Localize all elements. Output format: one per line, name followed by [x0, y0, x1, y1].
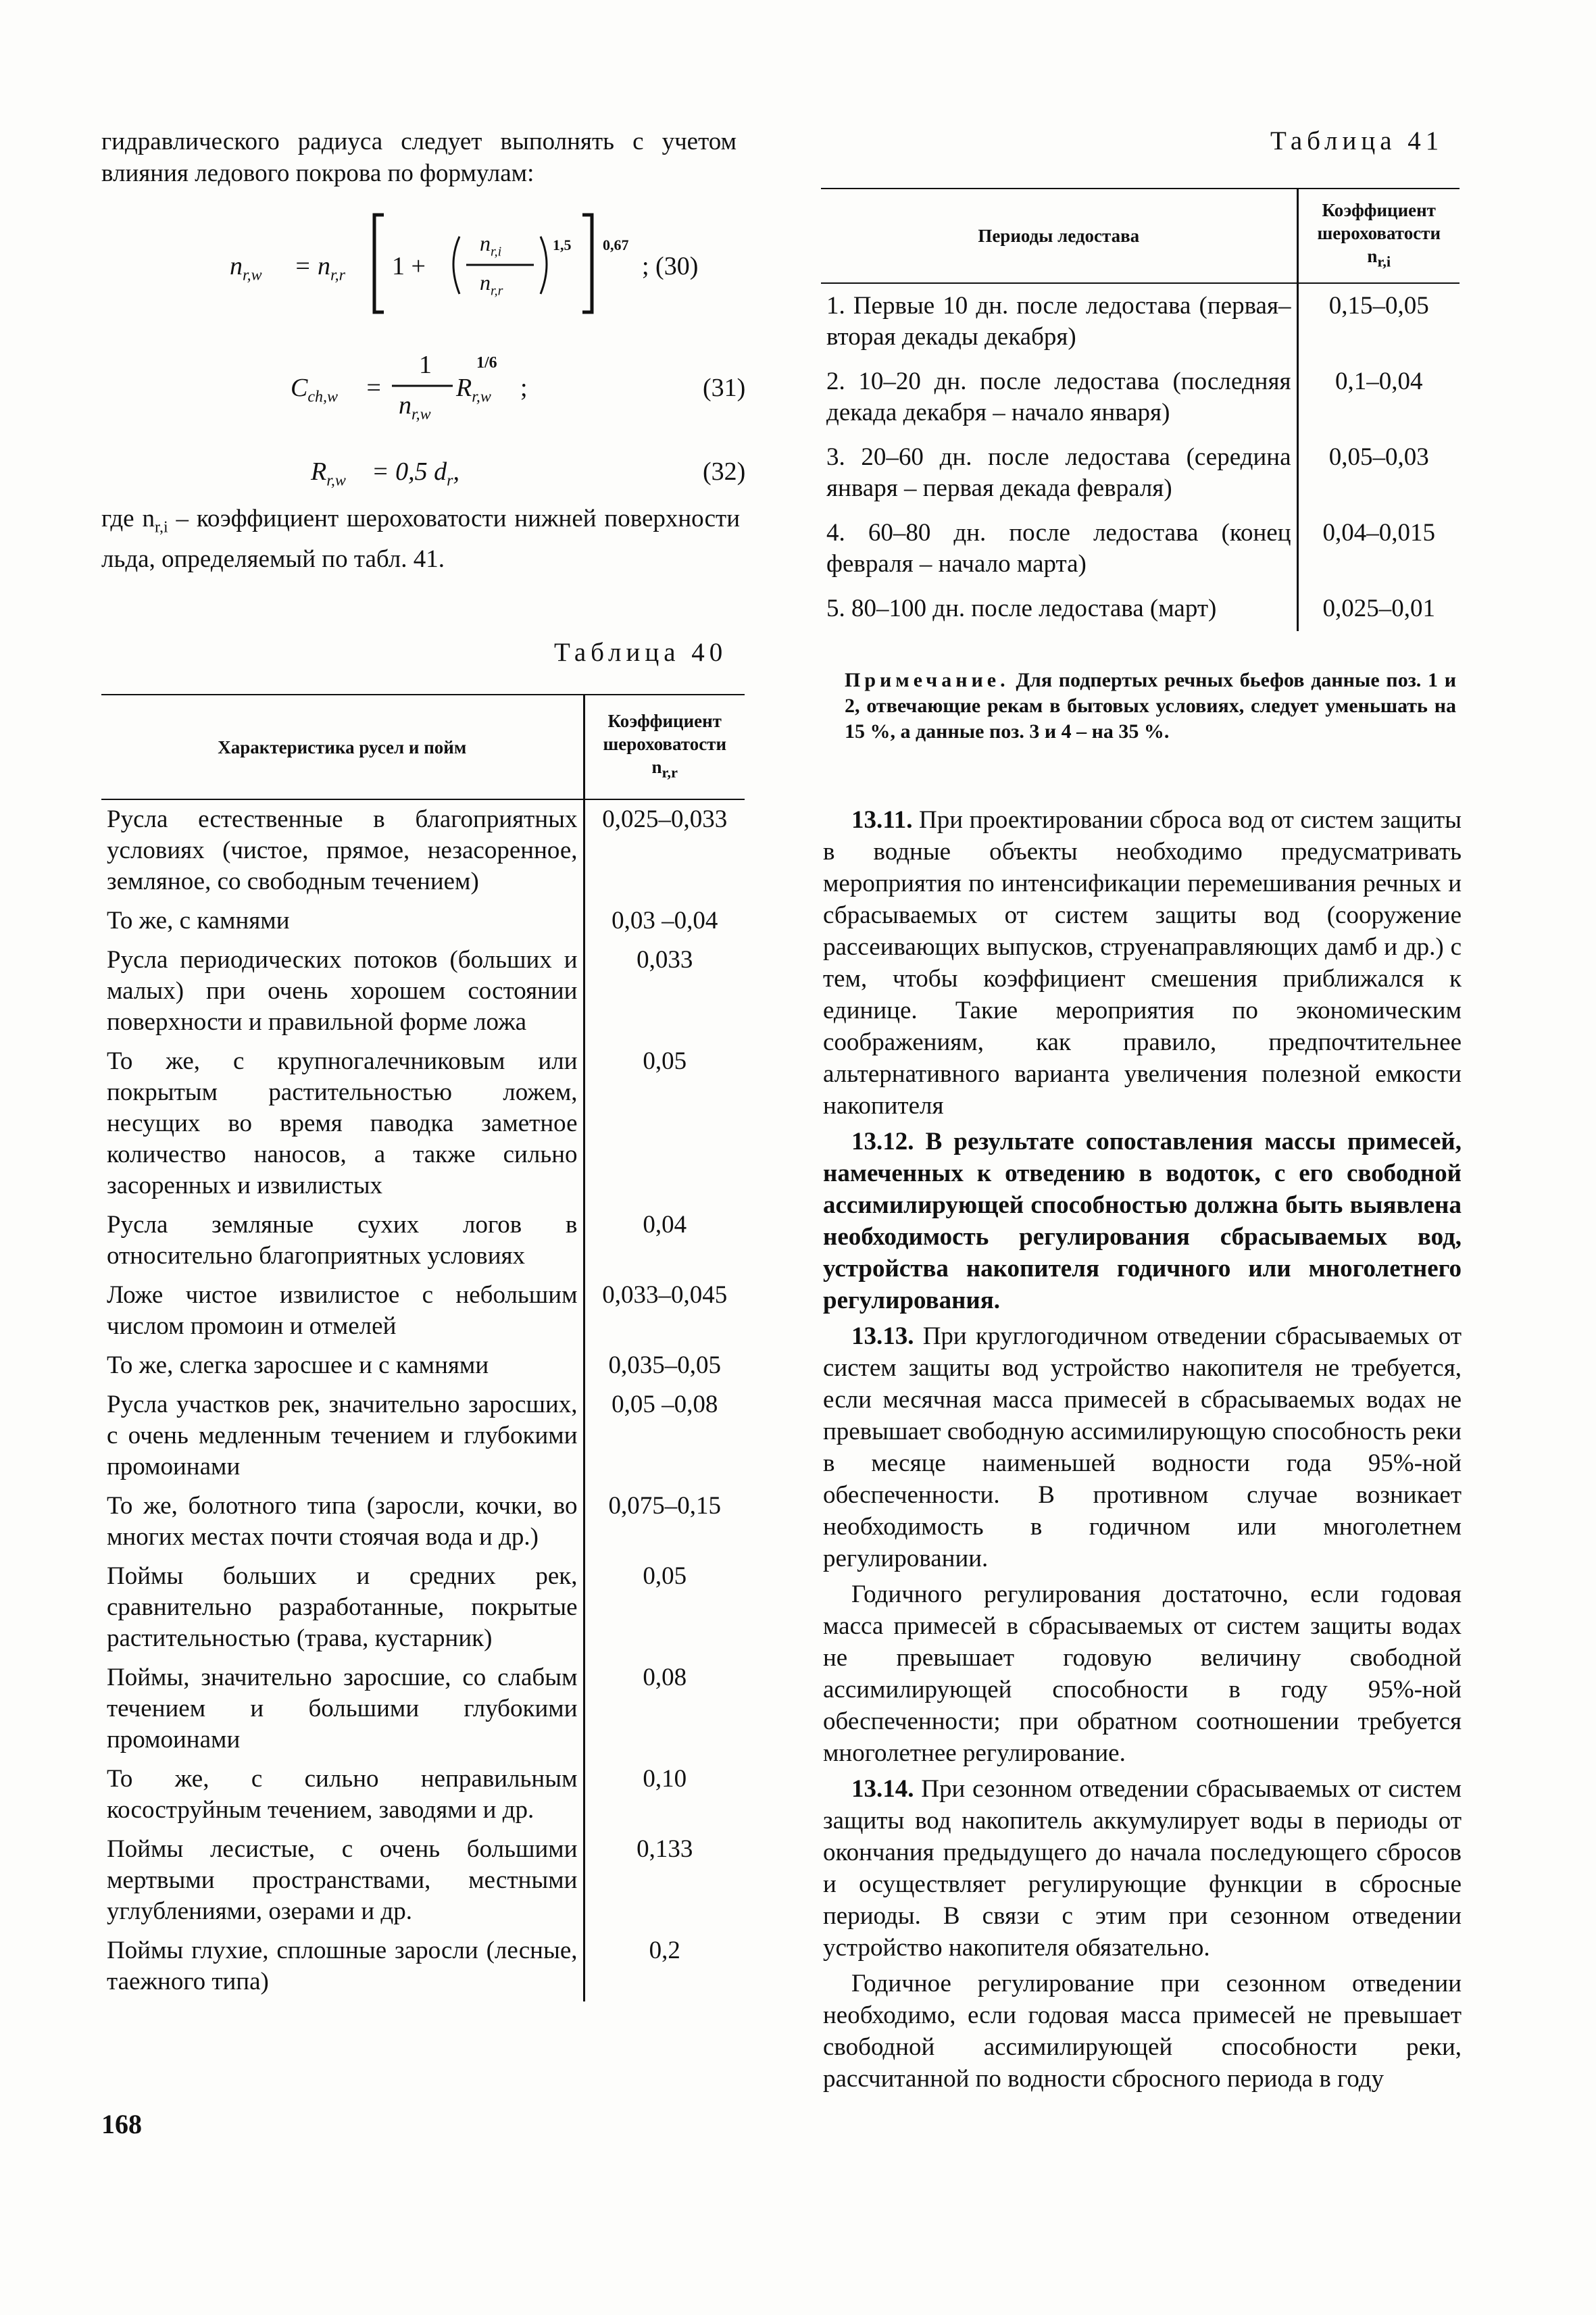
clause-number: 13.11.: [851, 806, 913, 834]
body-paragraph: [823, 804, 1462, 1122]
table41-caption: Таблица 41: [1270, 126, 1444, 155]
row-label: Русла земляные сухих логов в относительно благоприятных условиях: [107, 1211, 578, 1270]
row-label: 4. 60–80 дн. после ледостава (конец февраля – начало марта): [826, 519, 1291, 578]
row-value: 0,05 –0,08: [584, 1385, 745, 1487]
table-row: [101, 941, 745, 1042]
table-row: [101, 1042, 745, 1205]
row-label: То же, с крупногалечниковым или покрытым растительностью ложем, несущих во время паводка заметное количество наносов, а также сильно засоренных и извилистых: [107, 1047, 578, 1199]
row-value: 0,075–0,15: [584, 1487, 745, 1557]
row-label: 1. Первые 10 дн. после ледостава (первая–вторая декады декабря): [826, 292, 1291, 351]
paragraph-text: При проектировании сброса вод от систем защиты в водные объекты необходимо предусматривать мероприятия по интенсификации перемешивания речных и сбрасываемых от систем защиты вод (сооружение рассеивающих выпусков, струенаправляющих дамб и др.) с тем, чтобы коэффициент смешения приближался к единице. Такие мероприятия по экономическим соображениям, как правило, предпочтительнее альтернативного варианта увеличения полезной емкости накопителя: [823, 806, 1462, 1120]
row-value: 0,2: [584, 1931, 745, 2001]
table41-header-period: Периоды ледостава: [821, 189, 1297, 283]
table41-note: Примечание. Для подпертых речных бьефов данные поз. 1 и 2, отвечающие рекам в бытовых условиях, следует уменьшать на 15 %, а данные поз. 3 и 4 – на 35 %.: [845, 669, 1456, 743]
row-value: 0,10: [584, 1760, 745, 1830]
row-value: 0,05–0,03: [1297, 435, 1460, 511]
clause-number: 13.14.: [851, 1775, 914, 1803]
row-label: Русла участков рек, значительно заросших, с очень медленным течением и глубокими промоинами: [107, 1391, 578, 1480]
table-row: [101, 1557, 745, 1658]
row-label: Поймы лесистые, с очень большими мертвыми пространствами, местными углублениями, озерами и др.: [107, 1835, 578, 1925]
table40-header-coef: Коэффициент шероховатости $n_{r,r}$: [584, 695, 745, 799]
table-row: [821, 283, 1460, 359]
row-label: Русла естественные в благоприятных условиях (чистое, прямое, незасоренное, земляное, со свободным течением): [107, 805, 578, 895]
table-row: [101, 1276, 745, 1346]
row-value: 0,033–0,045: [584, 1276, 745, 1346]
body-paragraph: [823, 1968, 1462, 2095]
row-label: То же, болотного типа (заросли, кочки, во многих местах почти стоячая вода и др.): [107, 1492, 578, 1551]
paragraph-text: В результате сопоставления массы примесей, намеченных к отведению в водоток, с его свободной ассимилирующей способностью должна быть выявлена необходимость регулирования сбрасываемых вод, устройства накопителя годичного или многолетнего регулирования.: [823, 1128, 1462, 1314]
row-value: 0,035–0,05: [584, 1346, 745, 1385]
body-paragraph: [823, 1578, 1462, 1769]
table-row: [821, 359, 1460, 435]
row-label: 3. 20–60 дн. после ледостава (середина января – первая декада февраля): [826, 443, 1291, 502]
paragraph-text: Годичного регулирования достаточно, если годовая масса примесей в сбрасываемых от систем защиты водах не превышает годовую величину свободной ассимилирующей способности в году 95%-ной обеспеченности; при обратном соотношении требуется многолетнее регулирование.: [823, 1580, 1462, 1767]
right-paragraphs: [823, 804, 1462, 2095]
paragraph-text: При сезонном отведении сбрасываемых от систем защиты вод накопитель аккумулирует воды в периоды от окончания предыдущего до начала последующего сбросов и осуществляет регулирующие функции в сбросные периоды. В связи с этим при сезонном отведении устройство накопителя обязательно.: [823, 1775, 1462, 1962]
body-paragraph: [823, 1773, 1462, 1964]
table-row: [821, 435, 1460, 511]
table-row: [101, 799, 745, 901]
formula-32: $R_{r,w}$ = 0,5 $d_r$, (32): [311, 457, 746, 490]
where-paragraph: где $n_{r,i}$ – коэффициент шероховатости нижней поверхности льда, определяемый по табл. 41.: [101, 505, 740, 574]
row-label: Поймы, значительно заросшие, со слабым течением и большими глубокими промоинами: [107, 1664, 578, 1753]
row-label: То же, слегка заросшее и с камнями: [107, 1351, 489, 1379]
row-value: 0,15–0,05: [1297, 283, 1460, 359]
row-label: 2. 10–20 дн. после ледостава (последняя декада декабря – начало января): [826, 368, 1291, 426]
table-row: [101, 1205, 745, 1276]
table41-header-coef: Коэффициент шероховатости $n_{r,i}$: [1297, 189, 1460, 283]
row-label: То же, с сильно неправильным косоструйным течением, заводями и др.: [107, 1765, 578, 1824]
table-row: [101, 901, 745, 941]
table-41: [821, 188, 1460, 631]
row-label: Ложе чистое извилистое с небольшим числом промоин и отмелей: [107, 1281, 578, 1340]
formula-31: $C_{ch,w}$ = 1 $n_{r,w}$ $R_{r,w}$ 1/6 ; (31): [291, 351, 746, 424]
row-value: 0,025–0,01: [1297, 587, 1460, 631]
row-label: Поймы больших и средних рек, сравнительно разработанные, покрытые растительностью (трава, кустарник): [107, 1562, 578, 1652]
formula-30: $n_{r,w}$ = $n_{r,r}$ 1 + $n_{r,i}$ $n_{r,r}$ 1,5 0,67 ; (30): [230, 203, 750, 338]
page-number: 168: [101, 2109, 142, 2139]
clause-number: 13.13.: [851, 1322, 914, 1350]
table-row: [101, 1487, 745, 1557]
table-row: [821, 587, 1460, 631]
table-row: [101, 1830, 745, 1931]
row-label: Поймы глухие, сплошные заросли (лесные, таежного типа): [107, 1937, 578, 1995]
row-label: То же, с камнями: [107, 907, 290, 935]
row-value: 0,033: [584, 941, 745, 1042]
table-row: [101, 1385, 745, 1487]
table-40: [101, 694, 745, 2001]
table-row: [101, 1760, 745, 1830]
table40-header-char: Характеристика русел и пойм: [101, 695, 584, 799]
table-row: [101, 1931, 745, 2001]
fraction-line: [392, 384, 453, 388]
table40-caption: Таблица 40: [554, 638, 728, 667]
row-value: 0,025–0,033: [584, 799, 745, 901]
row-value: 0,1–0,04: [1297, 359, 1460, 435]
row-label: Русла периодических потоков (больших и малых) при очень хорошем состоянии поверхности и правильной форме ложа: [107, 946, 578, 1036]
clause-number: 13.12.: [851, 1128, 914, 1155]
table-row: [101, 1346, 745, 1385]
body-paragraph: [823, 1320, 1462, 1574]
row-value: 0,04: [584, 1205, 745, 1276]
table-row: [101, 1658, 745, 1760]
row-label: 5. 80–100 дн. после ледостава (март): [826, 595, 1217, 622]
paragraph-text: При круглогодичном отведении сбрасываемых от систем защиты вод устройство накопителя не требуется, если месячная масса примесей в сбрасываемых водах не превышает свободную ассимилирующую способность реки в месяце наименьшей водности года 95%-ной обеспеченности. В противном случае возникает необходимость в годичном или многолетнем регулировании.: [823, 1322, 1462, 1572]
body-paragraph: [823, 1126, 1462, 1316]
table-row: [821, 511, 1460, 587]
row-value: 0,05: [584, 1557, 745, 1658]
row-value: 0,08: [584, 1658, 745, 1760]
row-value: 0,133: [584, 1830, 745, 1931]
row-value: 0,03 –0,04: [584, 901, 745, 941]
row-value: 0,05: [584, 1042, 745, 1205]
intro-paragraph: гидравлического радиуса следует выполнять с учетом влияния ледового покрова по формулам:: [101, 128, 737, 187]
row-value: 0,04–0,015: [1297, 511, 1460, 587]
paragraph-text: Годичное регулирование при сезонном отведении необходимо, если годовая масса примесей не превышает свободной ассимилирующей способности реки, рассчитанной по водности сбросного периода в году: [823, 1970, 1462, 2093]
